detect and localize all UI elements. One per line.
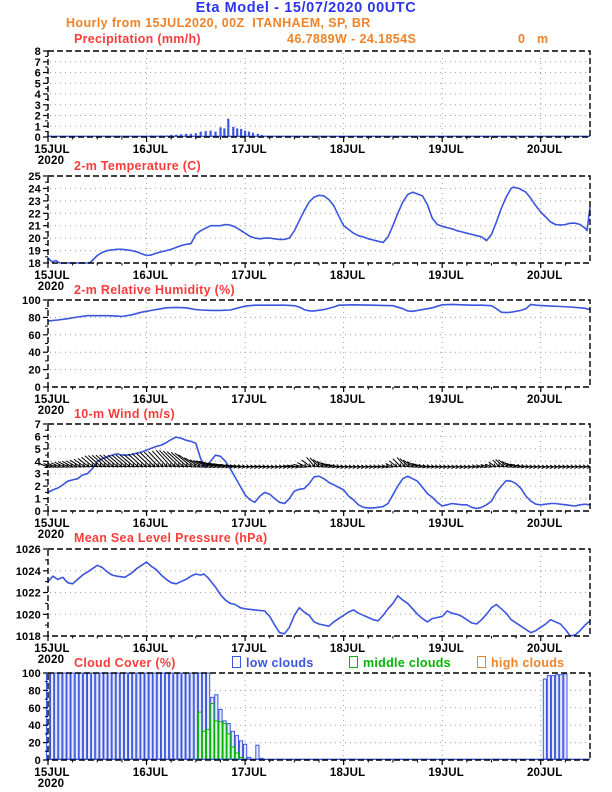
svg-text:23: 23 [28, 195, 41, 208]
svg-text:17JUL: 17JUL [231, 518, 267, 530]
svg-text:20JUL: 20JUL [526, 394, 563, 406]
svg-text:15JUL: 15JUL [34, 518, 70, 530]
svg-text:18JUL: 18JUL [329, 518, 366, 530]
svg-text:19: 19 [28, 245, 41, 258]
svg-text:16JUL: 16JUL [132, 270, 169, 282]
svg-text:15JUL: 15JUL [34, 144, 70, 156]
station-elevation: 0 m [518, 32, 549, 46]
svg-text:2020: 2020 [37, 654, 65, 666]
svg-text:1024: 1024 [15, 565, 41, 578]
svg-text:0: 0 [34, 382, 41, 394]
svg-text:16JUL: 16JUL [132, 394, 169, 406]
svg-text:15JUL: 15JUL [34, 643, 70, 655]
svg-text:2: 2 [34, 481, 41, 494]
svg-text:1026: 1026 [15, 544, 41, 556]
svg-text:20JUL: 20JUL [526, 518, 563, 530]
svg-text:20: 20 [28, 737, 41, 750]
svg-text:7: 7 [34, 419, 41, 431]
panel-title-cloud-cover: Cloud Cover (%) [74, 656, 176, 670]
svg-text:4: 4 [34, 89, 41, 101]
svg-text:20: 20 [28, 233, 41, 246]
svg-text:2: 2 [34, 110, 41, 123]
svg-text:16JUL: 16JUL [132, 767, 169, 779]
svg-text:2020: 2020 [37, 529, 65, 541]
svg-text:22: 22 [28, 208, 41, 221]
svg-text:0: 0 [34, 755, 41, 767]
legend-middle-clouds-label: middle clouds [363, 656, 451, 670]
panel-title-precipitation: Precipitation (mm/h) [74, 32, 201, 46]
svg-text:1: 1 [34, 493, 41, 506]
svg-text:1020: 1020 [15, 609, 41, 622]
svg-text:15JUL: 15JUL [34, 270, 70, 282]
svg-text:17JUL: 17JUL [231, 767, 267, 779]
svg-text:25: 25 [28, 171, 41, 183]
svg-text:20JUL: 20JUL [526, 144, 563, 156]
svg-text:20JUL: 20JUL [526, 270, 563, 282]
svg-text:6: 6 [34, 431, 41, 444]
svg-text:100: 100 [22, 295, 41, 307]
svg-text:3: 3 [34, 468, 41, 481]
svg-text:7: 7 [34, 56, 41, 69]
svg-text:18JUL: 18JUL [329, 394, 366, 406]
svg-text:2020: 2020 [37, 155, 65, 167]
svg-text:18JUL: 18JUL [329, 643, 366, 655]
svg-text:2020: 2020 [37, 778, 65, 790]
svg-text:24: 24 [28, 183, 41, 196]
svg-text:18JUL: 18JUL [329, 144, 366, 156]
svg-text:20JUL: 20JUL [526, 643, 563, 655]
station-coordinates: 46.7889W - 24.1854S [287, 32, 417, 46]
svg-text:60: 60 [28, 329, 41, 342]
panel-title-wind: 10-m Wind (m/s) [74, 407, 175, 421]
panel-title-humidity: 2-m Relative Humidity (%) [74, 283, 236, 297]
svg-text:16JUL: 16JUL [132, 518, 169, 530]
svg-text:80: 80 [28, 312, 41, 325]
svg-text:17JUL: 17JUL [231, 643, 267, 655]
svg-text:17JUL: 17JUL [231, 394, 267, 406]
svg-text:17JUL: 17JUL [231, 144, 267, 156]
page-title: Eta Model - 15/07/2020 00UTC [195, 0, 417, 16]
svg-text:5: 5 [34, 443, 41, 456]
legend-high-clouds-label: high clouds [491, 656, 565, 670]
svg-text:2020: 2020 [37, 405, 65, 417]
svg-text:18JUL: 18JUL [329, 270, 366, 282]
svg-text:15JUL: 15JUL [34, 394, 70, 406]
svg-text:2020: 2020 [37, 281, 65, 293]
svg-text:19JUL: 19JUL [428, 270, 464, 282]
svg-text:1: 1 [34, 121, 41, 134]
svg-text:1022: 1022 [15, 587, 41, 600]
svg-text:3: 3 [34, 99, 41, 112]
svg-text:8: 8 [34, 46, 41, 58]
svg-text:0: 0 [34, 132, 41, 144]
svg-text:20JUL: 20JUL [526, 767, 563, 779]
svg-text:4: 4 [34, 456, 41, 469]
svg-text:16JUL: 16JUL [132, 144, 169, 156]
svg-text:40: 40 [28, 347, 41, 360]
svg-text:60: 60 [28, 702, 41, 715]
svg-text:6: 6 [34, 67, 41, 80]
svg-text:19JUL: 19JUL [428, 767, 464, 779]
svg-text:18JUL: 18JUL [329, 767, 366, 779]
panel-title-temperature: 2-m Temperature (C) [74, 159, 202, 173]
svg-text:16JUL: 16JUL [132, 643, 169, 655]
svg-text:1018: 1018 [15, 631, 41, 643]
svg-text:21: 21 [28, 220, 41, 233]
svg-text:40: 40 [28, 720, 41, 733]
svg-text:18: 18 [28, 258, 41, 270]
svg-text:19JUL: 19JUL [428, 643, 464, 655]
svg-text:19JUL: 19JUL [428, 518, 464, 530]
svg-text:20: 20 [28, 364, 41, 377]
svg-text:100: 100 [22, 668, 41, 680]
svg-text:15JUL: 15JUL [34, 767, 70, 779]
svg-text:19JUL: 19JUL [428, 144, 464, 156]
svg-text:19JUL: 19JUL [428, 394, 464, 406]
svg-text:80: 80 [28, 685, 41, 698]
svg-text:17JUL: 17JUL [231, 270, 267, 282]
svg-text:5: 5 [34, 78, 41, 91]
legend-low-clouds-label: low clouds [246, 656, 314, 670]
run-info-subtitle: Hourly from 15JUL2020, 00Z ITANHAEM, SP, BR [66, 16, 371, 30]
svg-text:0: 0 [34, 506, 41, 518]
panel-title-pressure: Mean Sea Level Pressure (hPa) [74, 531, 268, 545]
